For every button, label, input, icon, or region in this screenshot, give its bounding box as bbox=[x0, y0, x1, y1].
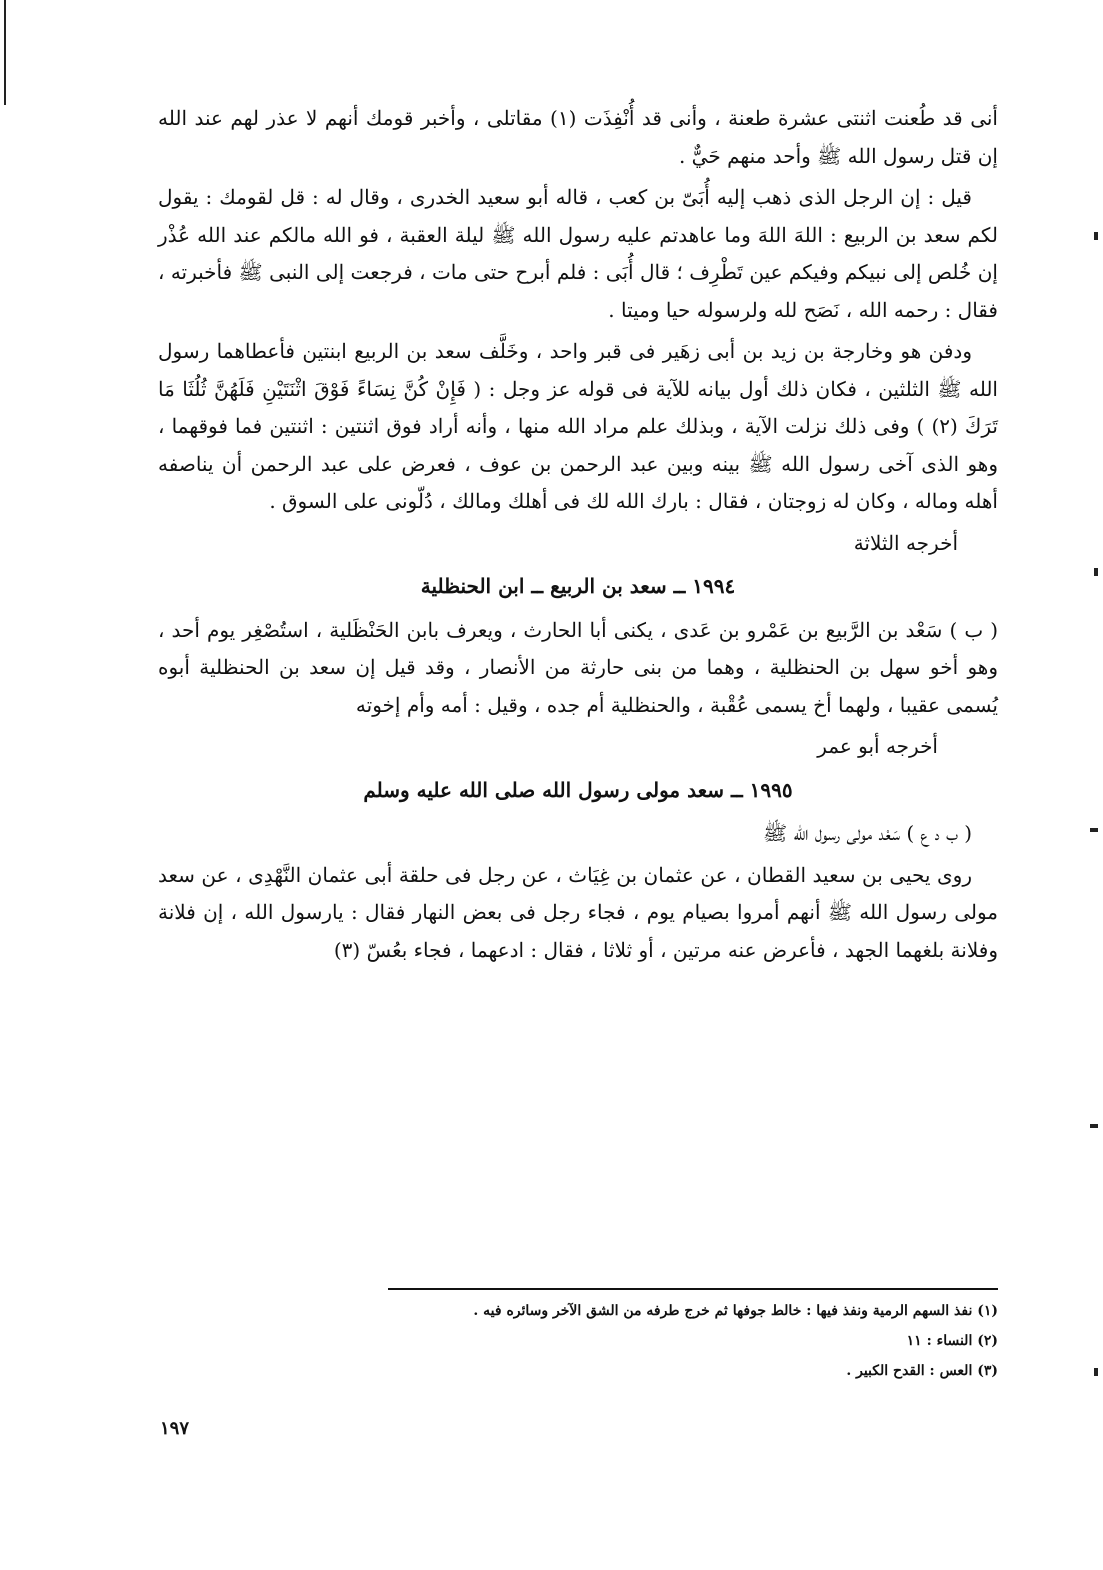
entry-1995-text: روى يحيى بن سعيد القطان ، عن عثمان بن غِيَاث ، عن رجل فى حلقة أبى عثمان النَّهْدِى ، عن سعد مولى رسول الله ﷺ أنهم أمروا بصيام يوم ، فجاء رجل فى بعض النهار فقال : يارسول الله ، إن فلانة وفلانة بلغهما الجهد ، فأعرض عنه مرتين ، أو ثلاثا ، فقال : ادعهما ، فجاء بعُسّ (٣) bbox=[158, 862, 998, 962]
footnote-1: (١) نفذ السهم الرمية ونفذ فيها : خالط جوفها ثم خرج طرفه من الشق الآخر وسائره فيه . bbox=[473, 1303, 998, 1319]
page-number: ١٩٧ bbox=[160, 1418, 190, 1439]
footnote-2: (٢) النساء : ١١ bbox=[906, 1333, 998, 1349]
paragraph-burial: ودفن هو وخارجة بن زيد بن أبى زهَير فى قبر واحد ، وخَلَّف سعد بن الربيع ابنتين فأعطاهما رسول الله ﷺ الثلثين ، فكان ذلك أول بيانه للآية فى قوله عز وجل : ( فَإِنْ كُنَّ نِسَاءً فَوْقَ اثْنَتَيْنِ فَلَهُنَّ ثُلُثَا مَا تَرَكَ (٢) ) وفى ذلك نزلت الآية ، وبذلك علم مراد الله منها ، وأنه أراد فوق اثنتين : اثنتين فما فوقهما ، وهو الذى آخى رسول الله ﷺ بينه وبين عبد الرحمن بن عوف ، فعرض على عبد الرحمن أن يناصفه أهله وماله ، وكان له زوجتان ، فقال : بارك الله لك فى أهلك ومالك ، دُلّونى على السوق . bbox=[158, 339, 999, 513]
paragraph-continued: أنى قد طُعنت اثنتى عشرة طعنة ، وأنى قد أُنْفِذَت (١) مقاتلى ، وأخبر قومك أنهم لا عذر لهم عند الله إن قتل رسول الله ﷺ وأحد منهم حَيٌّ . bbox=[158, 106, 998, 168]
main-text bbox=[158, 100, 998, 973]
scan-edge-mark bbox=[1094, 232, 1098, 240]
footnote-3: (٣) العس : القدح الكبير . bbox=[846, 1363, 998, 1379]
entry-heading-1994: ١٩٩٤ ــ سعد بن الربيع ــ ابن الحنظلية bbox=[420, 574, 736, 598]
paragraph-ubayy-account: قيل : إن الرجل الذى ذهب إليه أُبَىّ بن كعب ، قاله أبو سعيد الخدرى ، وقال له : قل لقومك : يقول لكم سعد بن الربيع : اللهَ اللهَ وما عاهدتم عليه رسول الله ﷺ ليلة العقبة ، فو الله مالكم عند الله عُذْر إن خُلص إلى نبيكم وفيكم عين تَطْرِف ؛ قال أُبَى : فلم أبرح حتى مات ، فرجعت إلى النبى ﷺ فأخبرته ، فقال : رحمه الله ، نَصَح لله ولرسوله حيا وميتا . bbox=[158, 185, 998, 322]
entry-1995-intro: ( ب د ع ) سَعْد مولى رسول الله ﷺ bbox=[763, 821, 972, 845]
footnotes bbox=[388, 1296, 998, 1386]
source-credit: أخرجه الثلاثة bbox=[853, 530, 958, 555]
footnote-divider bbox=[388, 1288, 998, 1290]
scan-edge-mark bbox=[1094, 568, 1098, 576]
scan-edge-mark bbox=[1090, 1124, 1098, 1128]
scan-edge-line bbox=[4, 0, 6, 105]
scan-edge-mark bbox=[1094, 1368, 1098, 1376]
scan-edge-mark bbox=[1090, 828, 1098, 832]
entry-1994-text: ( ب ) سَعْد بن الرَّبيع بن عَمْرو بن عَدى ، يكنى أبا الحارث ، ويعرف بابن الحَنْظَلية ، استُصْغِر يوم أحد ، وهو أخو سهل بن الحنظلية ، وهما من بنى حارثة من الأنصار ، وقد قيل إن سعد بن الحنظلية أبوه يُسمى عقيبا ، ولهما أخ يسمى عُقْبة ، والحنظلية أم جده ، وقيل : أمه وأم إخوته bbox=[158, 617, 998, 717]
entry-heading-1995: ١٩٩٥ ــ سعد مولى رسول الله صلى الله عليه وسلم bbox=[363, 777, 793, 802]
source-credit: أخرجه أبو عمر bbox=[817, 734, 938, 758]
